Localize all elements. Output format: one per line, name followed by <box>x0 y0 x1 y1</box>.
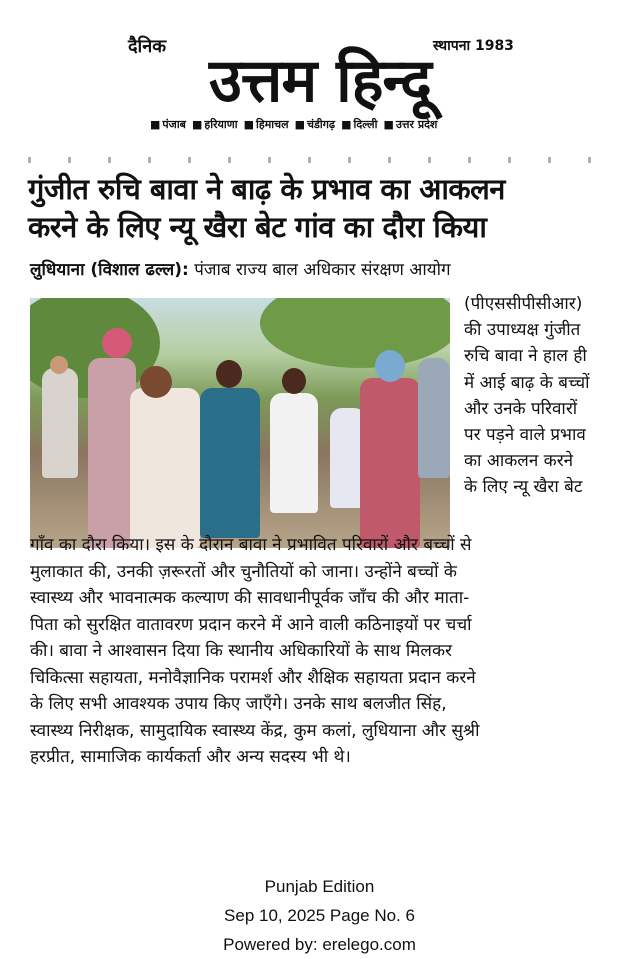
side-line: (पीएससीपीसीआर) <box>464 294 583 314</box>
side-line: के लिए न्यू खैरा बेट <box>464 477 583 498</box>
photo-head <box>282 368 306 394</box>
body-line: स्वास्थ्य निरीक्षक, सामुदायिक स्वास्थ्य केंद्र, कुम कलां, लुधियाना और सुश्री <box>30 720 480 741</box>
region-item: ■ पंजाब <box>150 117 186 132</box>
masthead-small-title: दैनिक <box>128 36 167 57</box>
body-line: के लिए सभी आवश्यक उपाय किए जाएँगे। उनके साथ बलजीत सिंह, <box>30 694 447 714</box>
side-line: का आकलन करने <box>464 451 574 472</box>
newspaper-logo: उत्तम हिन्दू <box>209 46 431 116</box>
article-photo <box>30 298 450 548</box>
article-headline <box>28 170 628 246</box>
region-item: ■ हरियाणा <box>192 117 238 132</box>
photo-person <box>418 358 450 478</box>
photo-person <box>130 388 200 548</box>
region-item: ■ दिल्ली <box>341 117 377 132</box>
powered-by: Powered by: erelego.com <box>223 935 416 954</box>
edition-footer <box>0 872 639 959</box>
side-line: की उपाध्यक्ष गुंजीत <box>464 320 581 341</box>
article-dateline: लुधियाना (विशाल ढल्ल): <box>30 260 189 280</box>
body-line: मुलाकात की, उनकी ज़रूरतों और चुनौतियों को जाना। उन्होंने बच्चों के <box>30 561 457 582</box>
photo-tree <box>260 298 450 368</box>
photo-head <box>375 350 405 382</box>
region-item: ■ उत्तर प्रदेश <box>383 117 437 132</box>
side-line: रुचि बावा ने हाल ही <box>464 346 587 367</box>
body-line: गाँव का दौरा किया। इस के दौरान बावा ने प्रभावित परिवारों और बच्चों से <box>30 535 472 555</box>
masthead-established: स्थापना 1983 <box>433 38 514 54</box>
body-line: स्वास्थ्य और भावनात्मक कल्याण की सावधानीपूर्वक जाँच की और माता- <box>30 588 470 608</box>
side-line: पर पड़ने वाले प्रभाव <box>464 425 586 446</box>
headline-line: करने के लिए न्यू खैरा बेट गांव का दौरा किया <box>28 210 487 244</box>
article-body <box>30 532 628 771</box>
photo-person <box>88 358 136 548</box>
article-side-column <box>464 291 629 501</box>
side-line: और उनके परिवारों <box>464 398 578 419</box>
article-lead <box>30 258 625 283</box>
edition-name: Punjab Edition <box>264 877 375 896</box>
photo-head <box>140 366 172 398</box>
masthead-regions <box>150 117 437 132</box>
body-line: चिकित्सा सहायता, मनोवैज्ञानिक परामर्श और शैक्षिक सहायता प्रदान करने <box>30 667 476 688</box>
photo-head <box>102 328 132 358</box>
photo-person <box>270 393 318 513</box>
photo-person <box>360 378 420 548</box>
side-line: में आई बाढ़ के बच्चों <box>464 372 590 393</box>
lead-text: पंजाब राज्य बाल अधिकार संरक्षण आयोग <box>194 260 451 280</box>
photo-head <box>50 356 68 374</box>
photo-person <box>200 388 260 538</box>
body-line: हरप्रीत, सामाजिक कार्यकर्ता और अन्य सदस्य भी थे। <box>30 747 351 767</box>
edition-date-page: Sep 10, 2025 Page No. 6 <box>224 906 415 925</box>
headline-line: गुंजीत रुचि बावा ने बाढ़ के प्रभाव का आकलन <box>28 172 505 206</box>
masthead <box>0 0 639 150</box>
region-item: ■ चंडीगढ़ <box>295 117 336 132</box>
body-line: की। बावा ने आश्वासन दिया कि स्थानीय अधिकारियों के साथ मिलकर <box>30 641 452 661</box>
region-item: ■ हिमाचल <box>244 117 289 132</box>
clipping-cut-edge <box>28 157 618 163</box>
photo-head <box>216 360 242 388</box>
body-line: पिता को सुरक्षित वातावरण प्रदान करने में आने वाली कठिनाइयों पर चर्चा <box>30 614 472 635</box>
photo-person <box>42 368 78 478</box>
